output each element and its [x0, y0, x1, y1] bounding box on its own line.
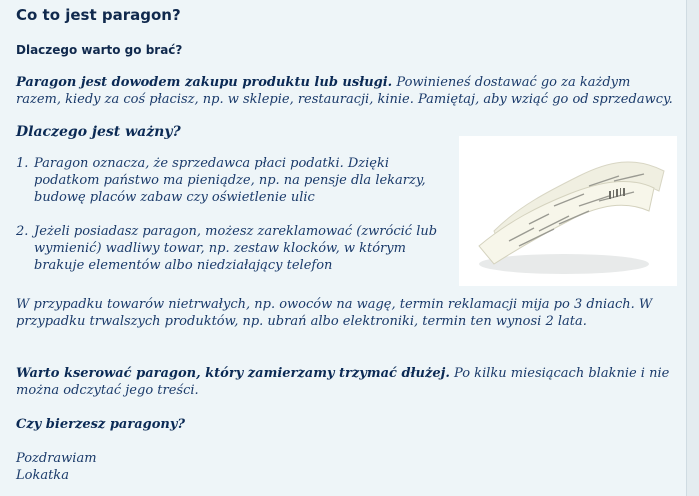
list-item [16, 223, 456, 274]
signature-greeting: Pozdrawiam [16, 451, 97, 466]
copy-text: Po kilku miesiącach blaknie i nie można odczytać jego treści. [16, 366, 670, 398]
reasons-list [16, 155, 456, 291]
question-heading: Czy bierzesz paragony? [16, 417, 186, 432]
why-heading: Dlaczego jest ważny? [16, 124, 181, 140]
page-subtitle: Dlaczego warto go brać? [16, 43, 183, 57]
intro-bold-text: Paragon jest dowodem zakupu produktu lub usługi. [16, 75, 393, 90]
list-item [16, 155, 456, 206]
list-item-number: 1. [16, 156, 29, 171]
intro-paragraph [16, 74, 676, 108]
receipt-illustration [459, 136, 677, 286]
signature [16, 450, 97, 484]
signature-name: Lokatka [16, 468, 69, 483]
copy-bold-text: Warto kserować paragon, który zamierzamy trzymać dłużej. [16, 366, 450, 381]
complaint-paragraph: W przypadku towarów nietrwałych, np. owoców na wagę, termin reklamacji mija po 3 dniach. W przypadku trwalszych produktów, np. ubrań albo elektroniki, termin ten wynosi 2 lata. [16, 297, 653, 329]
vertical-scrollbar[interactable] [686, 0, 699, 496]
intro-text: Powinieneś dostawać go za każdym razem, kiedy za coś płacisz, np. w sklepie, restauracji, kinie. Pamiętaj, aby wziąć go od sprzedawcy. [16, 75, 673, 107]
page-title: Co to jest paragon? [16, 6, 181, 24]
list-item-text: Jeżeli posiadasz paragon, możesz zareklamować (zwrócić lub wymienić) wadliwy towar, np. zestaw klocków, w którym brakuje elementów albo niedziałający telefon [34, 224, 438, 273]
list-item-number: 2. [16, 224, 29, 239]
copy-paragraph [16, 365, 676, 399]
list-item-text: Paragon oznacza, że sprzedawca płaci podatki. Dzięki podatkom państwo ma pieniądze, np. na pensje dla lekarzy, budowę placów zabaw czy oświetlenie ulic [34, 156, 426, 205]
receipt-image [459, 136, 677, 286]
